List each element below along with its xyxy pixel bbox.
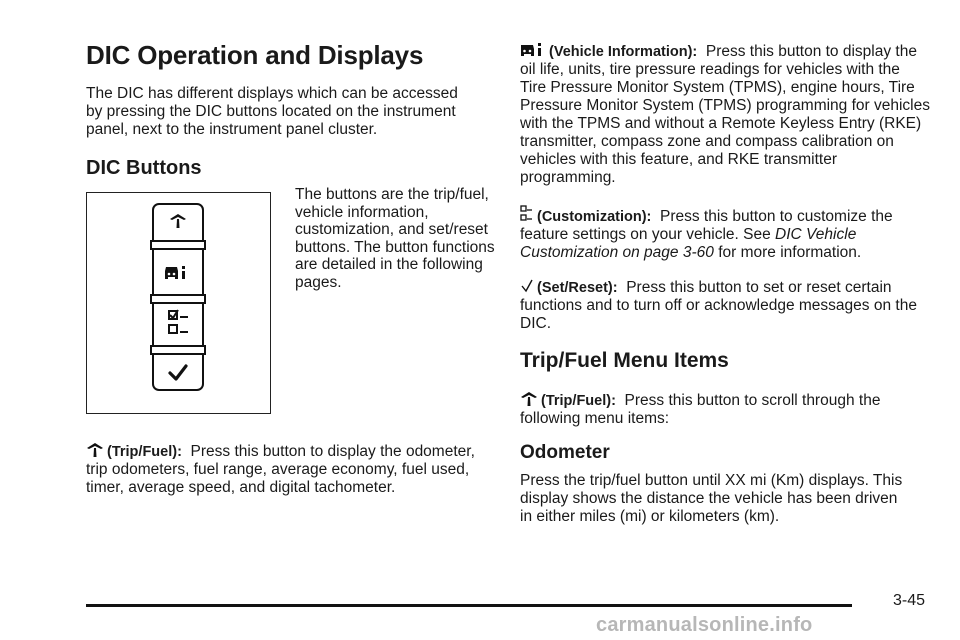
set-reset-text: Press this button to set or reset certain functions and to turn off or acknowledge messages on the DIC.	[520, 279, 917, 332]
page-title: DIC Operation and Displays	[86, 40, 424, 70]
dic-buttons-figure	[86, 192, 271, 414]
section-heading-trip-fuel-menu: Trip/Fuel Menu Items	[520, 349, 729, 372]
trip-fuel-term: (Trip/Fuel):	[107, 444, 182, 460]
right-column	[520, 42, 930, 526]
left-column	[86, 40, 492, 180]
vehicle-information-icon	[165, 266, 185, 279]
customization-text: Press this button to customize the feature settings on your vehicle. See	[520, 208, 893, 243]
odometer-paragraph: Press the trip/fuel button until XX mi (Km) displays. This display shows the distance the vehicle has been driven in either miles (mi) or kilometers (km).	[520, 472, 903, 525]
customization-icon	[169, 310, 188, 333]
customization-reference[interactable]: DIC Vehicle Customization on page 3-60	[520, 226, 857, 261]
trip-fuel-icon	[170, 214, 186, 228]
checkmark-icon	[520, 278, 534, 294]
watermark: carmanualsonline.info	[596, 614, 813, 636]
dic-buttons-illustration	[87, 193, 269, 412]
set-reset-term: (Set/Reset):	[537, 280, 618, 296]
customization-paragraph	[520, 205, 930, 262]
vehicle-info-term: (Vehicle Information):	[549, 44, 698, 60]
customization-icon	[520, 205, 534, 223]
trip-fuel-text: Press this button to display the odometer, trip odometers, fuel range, average economy, fuel used, timer, average speed, and digital tachometer.	[86, 443, 475, 496]
vehicle-info-paragraph	[520, 42, 930, 187]
checkmark-icon	[170, 366, 186, 379]
menu-trip-fuel-paragraph	[520, 391, 930, 428]
vehicle-info-text: Press this button to display the oil life, units, tire pressure readings for vehicles with the Tire Pressure Monitor System (TPMS), engine hours, Tire Pressure Monitor System (TPMS) programming for vehicles with the TPMS and without a Remote Keyless Entry (RKE) transmitter, compass zone and compass calibration on vehicles with this feature, and RKE transmitter programming.	[520, 43, 931, 186]
intro-paragraph: The DIC has different displays which can be accessed by pressing the DIC buttons located on the instrument panel, next to the instrument panel cluster.	[86, 85, 458, 138]
trip-fuel-icon	[520, 391, 538, 407]
page-number: 3-45	[893, 592, 926, 609]
trip-fuel-icon	[86, 442, 104, 458]
section-heading-dic-buttons: DIC Buttons	[86, 157, 202, 179]
set-reset-paragraph	[520, 278, 930, 333]
trip-fuel-paragraph	[86, 442, 492, 497]
vehicle-information-icon	[520, 42, 546, 58]
footer-rule	[86, 604, 852, 607]
section-heading-odometer: Odometer	[520, 442, 610, 463]
menu-trip-fuel-text: Press this button to scroll through the following menu items:	[520, 392, 881, 427]
customization-text-after: for more information.	[718, 244, 862, 261]
buttons-description: The buttons are the trip/fuel, vehicle information, customization, and set/reset buttons. The button functions are detailed in the following pages.	[295, 186, 495, 291]
customization-term: (Customization):	[537, 209, 652, 225]
menu-trip-fuel-term: (Trip/Fuel):	[541, 393, 616, 409]
